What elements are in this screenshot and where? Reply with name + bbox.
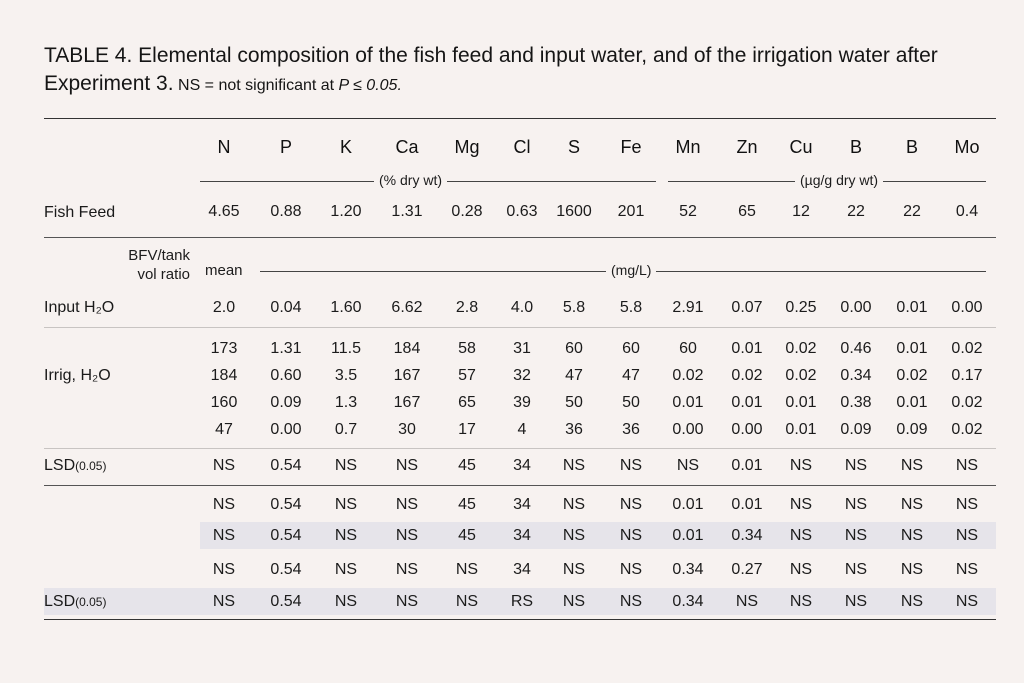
table-cell: 160 (210, 394, 238, 411)
column-header: Ca (395, 137, 419, 157)
row-label-irrig-h2o: Irrig, H₂O (44, 367, 111, 384)
column-header: P (279, 137, 292, 157)
table-cell: NS (619, 457, 643, 474)
table-cell: 0.46 (840, 340, 872, 357)
table-cell: 0.01 (896, 299, 928, 316)
table-cell: NS (395, 457, 419, 474)
table-cell: NS (619, 593, 643, 610)
table-cell: 0.01 (672, 527, 704, 544)
table-cell: 0.34 (840, 367, 872, 384)
table-cell: 60 (679, 340, 697, 357)
table-cell: NS (900, 561, 924, 578)
lsd-2-text: LSD (44, 593, 76, 610)
table-cell: 30 (398, 421, 416, 438)
table-cell: NS (334, 593, 358, 610)
row-label-lsd-2 (44, 593, 106, 611)
table-cell: 0.01 (785, 421, 817, 438)
table-cell: 60 (622, 340, 640, 357)
column-header: S (567, 137, 580, 157)
bottom-rule (44, 619, 996, 620)
table-cell: 45 (458, 457, 476, 474)
table-cell: 50 (622, 394, 640, 411)
bfv-line-1: BFV/tank (128, 247, 190, 264)
table-cell: 0.00 (840, 299, 872, 316)
table-cell: 32 (513, 367, 531, 384)
table-cell: 0.00 (731, 421, 763, 438)
table-cell: 0.02 (951, 394, 983, 411)
table-cell: 34 (513, 561, 531, 578)
table-cell: 0.01 (731, 496, 763, 513)
table-cell: NS (789, 561, 813, 578)
input-bottom-rule (44, 327, 996, 328)
table-cell: NS (900, 496, 924, 513)
table-cell: 2.91 (672, 299, 704, 316)
table-cell: 0.25 (785, 299, 817, 316)
top-rule (44, 118, 996, 119)
table-cell: 0.09 (840, 421, 872, 438)
table-cell: 0.27 (731, 561, 763, 578)
table-cell: NS (212, 496, 236, 513)
column-header: Zn (736, 137, 758, 157)
table-caption (44, 42, 994, 100)
table-cell: NS (334, 527, 358, 544)
table-cell: 17 (458, 421, 476, 438)
table-cell: 184 (393, 340, 421, 357)
table-cell: 22 (903, 203, 921, 220)
table-cell: 0.01 (731, 340, 763, 357)
table-cell: 47 (215, 421, 233, 438)
table-cell: NS (844, 561, 868, 578)
column-header: Mg (454, 137, 480, 157)
table-cell: 0.01 (731, 457, 763, 474)
table-cell: 0.17 (951, 367, 983, 384)
table-cell: NS (955, 561, 979, 578)
table-cell: 0.34 (672, 593, 704, 610)
table-cell: 36 (565, 421, 583, 438)
table-cell: 0.38 (840, 394, 872, 411)
table-cell: NS (334, 496, 358, 513)
table-cell: 4.65 (208, 203, 240, 220)
table-cell: 0.02 (785, 367, 817, 384)
table-cell: 0.02 (896, 367, 928, 384)
table-cell: 47 (622, 367, 640, 384)
column-header: B (849, 137, 862, 157)
table-cell: NS (562, 561, 586, 578)
table-cell: 4 (517, 421, 527, 438)
table-cell: NS (955, 496, 979, 513)
table-cell: 0.01 (672, 394, 704, 411)
table-cell: 60 (565, 340, 583, 357)
caption-p-value: P ≤ 0.05. (338, 77, 402, 94)
bfv-tank-ratio-label (100, 246, 190, 284)
table-cell: NS (844, 496, 868, 513)
table-cell: 5.8 (562, 299, 586, 316)
table-cell: NS (900, 527, 924, 544)
table-cell: 58 (458, 340, 476, 357)
table-cell: 3.5 (334, 367, 358, 384)
table-cell: NS (455, 561, 479, 578)
table-cell: 0.02 (951, 340, 983, 357)
table-cell: NS (334, 561, 358, 578)
table-cell: 0.01 (785, 394, 817, 411)
table-cell: NS (212, 527, 236, 544)
table-cell: 31 (513, 340, 531, 357)
table-cell: NS (789, 457, 813, 474)
table-cell: NS (455, 593, 479, 610)
table-cell: 6.62 (391, 299, 423, 316)
table-cell: NS (395, 593, 419, 610)
table-cell: NS (619, 527, 643, 544)
table-cell: NS (844, 593, 868, 610)
table-cell: 2.0 (212, 299, 236, 316)
mean-label: mean (205, 262, 243, 279)
table-cell: 173 (210, 340, 238, 357)
table-cell: NS (619, 496, 643, 513)
table-cell: 1.3 (334, 394, 358, 411)
table-cell: NS (844, 457, 868, 474)
table-cell: NS (735, 593, 759, 610)
table-cell: 34 (513, 457, 531, 474)
table-cell: 0.01 (896, 340, 928, 357)
table-cell: NS (395, 527, 419, 544)
table-cell: NS (619, 561, 643, 578)
table-cell: NS (334, 457, 358, 474)
caption-note: NS = not significant at (173, 77, 339, 94)
table-cell: 12 (792, 203, 810, 220)
table-cell: 1.60 (330, 299, 362, 316)
table-cell: NS (789, 496, 813, 513)
lsd-2-sub: (0.05) (75, 595, 107, 609)
table-cell: 34 (513, 527, 531, 544)
table-cell: 0.63 (506, 203, 538, 220)
lsd-1-sub: (0.05) (75, 459, 107, 473)
table-cell: 0.54 (270, 593, 302, 610)
row-label-fish-feed: Fish Feed (44, 204, 116, 221)
table-cell: 52 (679, 203, 697, 220)
column-header: Fe (620, 137, 642, 157)
table-cell: 0.34 (731, 527, 763, 544)
table-cell: 0.54 (270, 496, 302, 513)
bfv-line-2: vol ratio (137, 266, 190, 283)
table-cell: NS (395, 561, 419, 578)
column-header: Cl (513, 137, 531, 157)
table-cell: 0.02 (951, 421, 983, 438)
table-cell: 39 (513, 394, 531, 411)
table-cell: 36 (622, 421, 640, 438)
table-cell: NS (955, 527, 979, 544)
table-cell: 0.7 (334, 421, 358, 438)
table-cell: NS (789, 593, 813, 610)
row-label-lsd-1 (44, 457, 106, 475)
table-cell: 0.02 (785, 340, 817, 357)
table-cell: 0.09 (896, 421, 928, 438)
table-cell: 0.54 (270, 527, 302, 544)
table-cell: 0.01 (672, 496, 704, 513)
table-cell: 184 (210, 367, 238, 384)
column-header: B (905, 137, 918, 157)
table-cell: 0.00 (672, 421, 704, 438)
table-cell: 45 (458, 496, 476, 513)
table-cell: NS (900, 457, 924, 474)
unit-dry-ug: (µg/g dry wt) (795, 172, 883, 188)
lsd-bottom-rule (44, 485, 996, 486)
feed-bottom-rule (44, 237, 996, 238)
table-cell: 0.04 (270, 299, 302, 316)
table-cell: 50 (565, 394, 583, 411)
table-cell: 167 (393, 367, 421, 384)
column-header: N (217, 137, 231, 157)
table-cell: NS (562, 527, 586, 544)
table-cell: 0.00 (270, 421, 302, 438)
unit-dry-pct: (% dry wt) (374, 172, 447, 188)
table-cell: 0.60 (270, 367, 302, 384)
table-cell: 0.28 (451, 203, 483, 220)
table-cell: NS (395, 496, 419, 513)
unit-mg-l: (mg/L) (606, 262, 656, 278)
table-cell: NS (676, 457, 700, 474)
table-cell: 45 (458, 527, 476, 544)
table-cell: 0.01 (731, 394, 763, 411)
table-cell: NS (900, 593, 924, 610)
table-cell: 1.31 (270, 340, 302, 357)
table-cell: 47 (565, 367, 583, 384)
table-cell: NS (955, 593, 979, 610)
table-cell: 1.31 (391, 203, 423, 220)
caption-title: TABLE 4. Elemental composition of the fish feed and input water, and of the irrigation water after Experiment 3. (44, 44, 938, 95)
lsd-1-text: LSD (44, 457, 76, 474)
table-cell: RS (510, 593, 534, 610)
table-cell: NS (955, 457, 979, 474)
irrig-bottom-rule (44, 448, 996, 449)
table-cell: 0.01 (896, 394, 928, 411)
table-cell: NS (844, 527, 868, 544)
column-header: K (339, 137, 352, 157)
table-cell: 65 (458, 394, 476, 411)
table-cell: 5.8 (619, 299, 643, 316)
table-cell: NS (212, 457, 236, 474)
table-cell: 167 (393, 394, 421, 411)
column-header: Mo (954, 137, 980, 157)
table-cell: 4.0 (510, 299, 534, 316)
table-cell: NS (562, 457, 586, 474)
table-cell: 0.02 (672, 367, 704, 384)
table-cell: 0.09 (270, 394, 302, 411)
table-cell: NS (212, 561, 236, 578)
table-cell: NS (562, 496, 586, 513)
table-cell: 2.8 (455, 299, 479, 316)
table-cell: 34 (513, 496, 531, 513)
table-cell: 1600 (556, 203, 592, 220)
table-cell: 0.54 (270, 457, 302, 474)
table-cell: 65 (738, 203, 756, 220)
table-cell: 0.54 (270, 561, 302, 578)
column-header: Mn (675, 137, 701, 157)
table-cell: 201 (617, 203, 645, 220)
table-cell: 22 (847, 203, 865, 220)
table-cell: 0.4 (955, 203, 979, 220)
table-cell: 57 (458, 367, 476, 384)
table-cell: NS (562, 593, 586, 610)
table-cell: 0.02 (731, 367, 763, 384)
table-cell: 1.20 (330, 203, 362, 220)
table-cell: 11.5 (331, 340, 361, 357)
row-label-input-h2o: Input H₂O (44, 299, 115, 316)
table-cell: 0.00 (951, 299, 983, 316)
table-cell: NS (212, 593, 236, 610)
column-header: Cu (789, 137, 813, 157)
table-cell: NS (789, 527, 813, 544)
table-cell: 0.34 (672, 561, 704, 578)
table-cell: 0.88 (270, 203, 302, 220)
table-cell: 0.07 (731, 299, 763, 316)
